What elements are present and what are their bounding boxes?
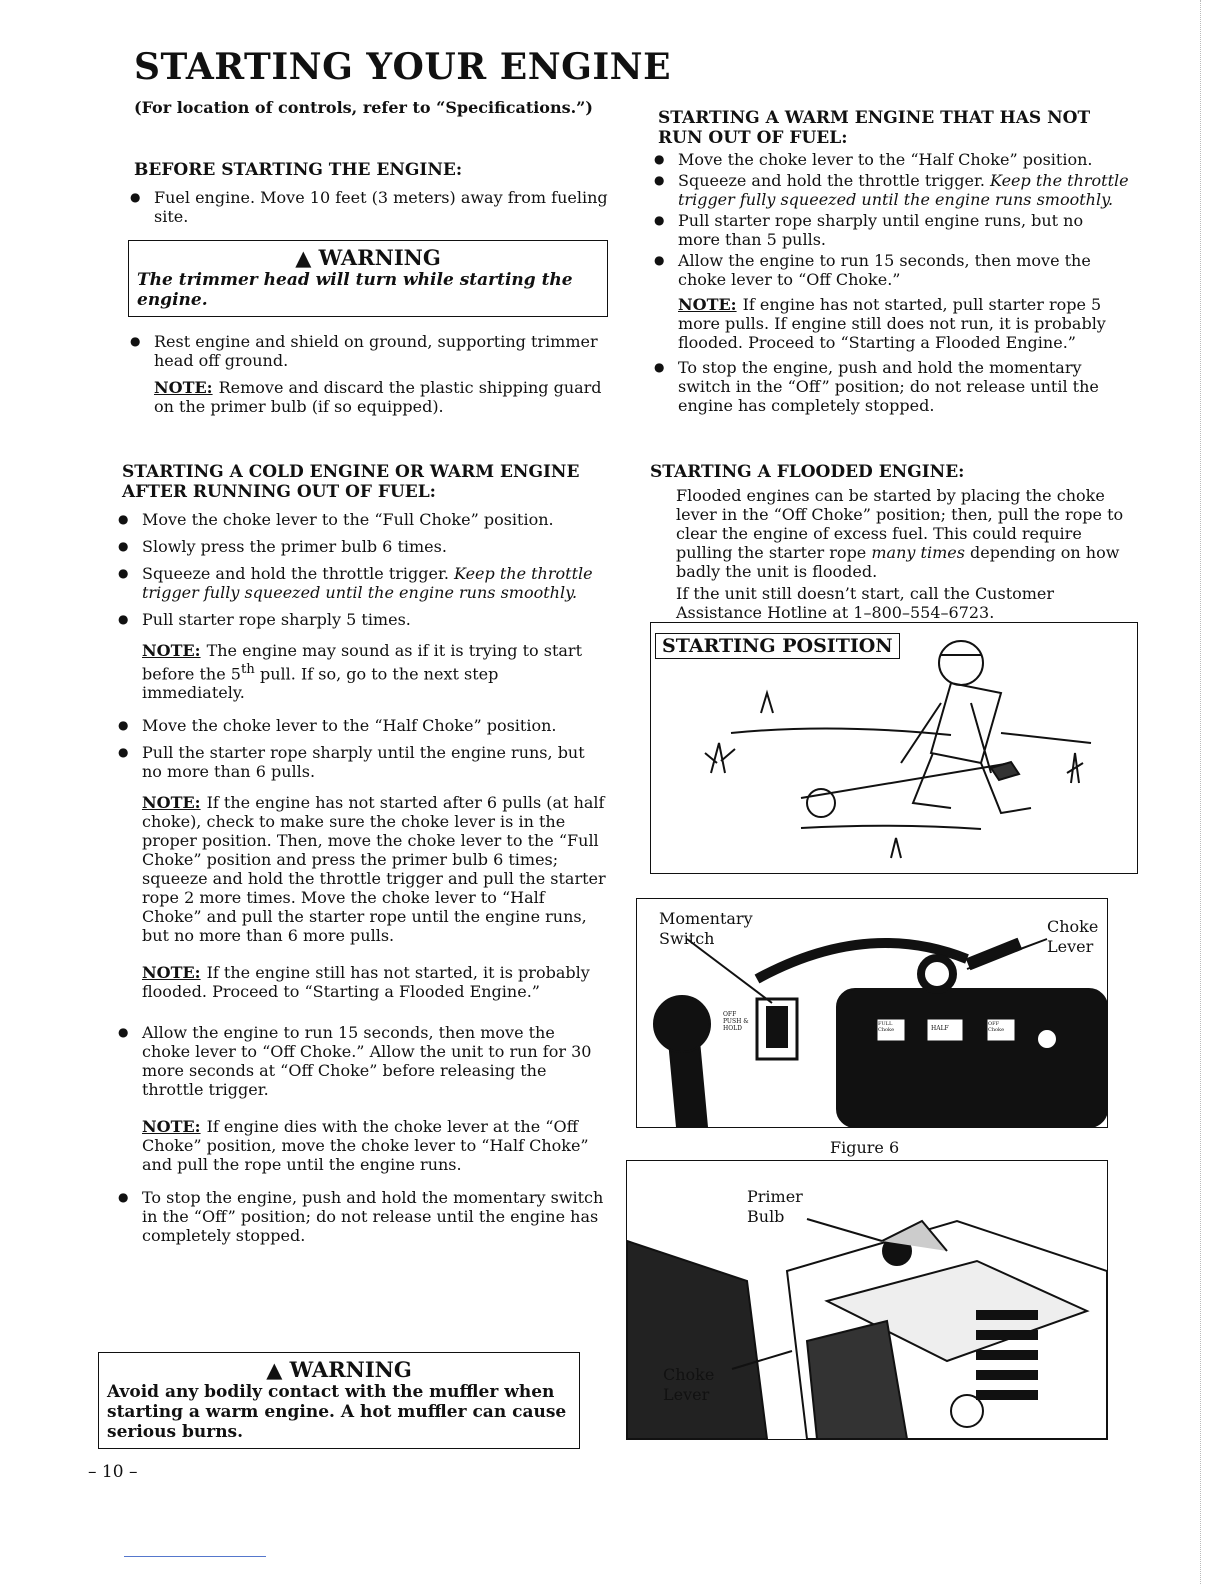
choke-label: Choke: [1047, 917, 1099, 936]
primer-bulb-figure: [626, 1160, 1108, 1440]
figure-6-caption: Figure 6: [830, 1138, 900, 1157]
off-choke-tag: OFF Choke: [988, 1021, 1005, 1033]
note: NOTE: If the engine still has not started, it is probably flooded. Proceed to “Starting a Flooded Engine.”: [142, 963, 590, 1002]
flooded-heading: STARTING A FLOODED ENGINE:: [650, 462, 965, 482]
list-item: ● Slowly press the primer bulb 6 times.: [118, 537, 606, 556]
before-list: [130, 188, 608, 234]
list-item: ● Fuel engine. Move 10 feet (3 meters) away from fueling site.: [130, 188, 608, 226]
cold-engine-heading: STARTING A COLD ENGINE OR WARM ENGINE AFTER RUNNING OUT OF FUEL:: [122, 462, 580, 502]
rest-list: [130, 332, 608, 378]
full-choke-tag: FULL Choke: [878, 1021, 895, 1033]
primer-label: Primer: [747, 1187, 803, 1206]
trimmer-operator-illustration: [651, 623, 1137, 873]
page-title: STARTING YOUR ENGINE: [134, 46, 672, 88]
list-item: ● Rest engine and shield on ground, supporting trimmer head off ground.: [130, 332, 608, 370]
list-item: ● Pull the starter rope sharply until the engine runs, but no more than 6 pulls.: [118, 743, 606, 781]
warm-engine-heading: STARTING A WARM ENGINE THAT HAS NOT RUN OUT OF FUEL:: [658, 108, 1091, 148]
warning-body: The trimmer head will turn while starting the engine.: [137, 270, 573, 310]
scan-right-edge: [1200, 0, 1202, 1584]
list-item: ● Pull starter rope sharply until engine runs, but no more than 5 pulls.: [654, 211, 1130, 249]
warning-box-trimmer: [128, 240, 608, 317]
choke-label: Choke: [663, 1365, 715, 1384]
list-item: ● Allow the engine to run 15 seconds, then move the choke lever to “Off Choke.” Allow the unit to run for 30 more seconds at “Off Choke” before releasing the throttle trigger.: [118, 1023, 606, 1099]
list-item: ● Pull starter rope sharply 5 times.: [118, 610, 606, 629]
list-item: ● Squeeze and hold the throttle trigger. Keep the throttle trigger fully squeezed until the engine runs smoothly.: [654, 171, 1130, 209]
list-item: ● Allow the engine to run 15 seconds, then move the choke lever to “Off Choke.”: [654, 251, 1130, 289]
lever-label: Lever: [1047, 937, 1094, 956]
starting-position-figure: [650, 622, 1138, 874]
list-item: ● To stop the engine, push and hold the momentary switch in the “Off” position; do not release until the engine has completely stopped.: [118, 1188, 606, 1245]
hotline-paragraph: If the unit still doesn’t start, call the Customer Assistance Hotline at 1–800–554–6723.: [676, 584, 1055, 622]
before-heading: BEFORE STARTING THE ENGINE:: [134, 160, 463, 180]
figure-6-controls: [636, 898, 1108, 1128]
switch-tags: OFF PUSH & HOLD: [723, 1011, 749, 1032]
figure-label: STARTING POSITION: [655, 633, 900, 659]
cold-engine-steps: [118, 510, 606, 1253]
page-number: – 10 –: [88, 1462, 138, 1482]
list-item: ● To stop the engine, push and hold the momentary switch in the “Off” position; do not release until the engine has completely stopped.: [654, 358, 1130, 415]
note: NOTE: If the engine has not started after 6 pulls (at half choke), check to make sure the choke lever is in the proper position. Then, move the choke lever to the “Full Choke” position and press the primer bulb 6 times; squeeze and hold the throttle trigger and pull the starter rope 2 more times. Move the choke lever to “Half Choke” and pull the starter rope until the engine runs, but no more than 6 more pulls.: [142, 793, 606, 946]
bulb-label: Bulb: [747, 1207, 785, 1226]
list-item: ● Squeeze and hold the throttle trigger. Keep the throttle trigger fully squeezed until the engine runs smoothly.: [118, 564, 606, 602]
lever-label: Lever: [663, 1385, 710, 1404]
flooded-paragraph: Flooded engines can be started by placing the choke lever in the “Off Choke” position; then, pull the rope to clear the engine of excess fuel. This could require pulling the starter rope many times depending on how badly the unit is flooded.: [676, 486, 1124, 581]
warning-triangle-icon: ▲: [295, 245, 312, 270]
note: NOTE: If engine has not started, pull starter rope 5 more pulls. If engine still does not run, it is probably flooded. Proceed to “Starting a Flooded Engine.”: [678, 295, 1106, 352]
warning-title: ▲ WARNING: [295, 245, 441, 270]
list-item: ● Move the choke lever to the “Half Choke” position.: [118, 716, 606, 735]
note: NOTE: The engine may sound as if it is trying to start before the 5th pull. If so, go to the next step immediately.: [142, 641, 582, 703]
warning-triangle-icon: ▲: [266, 1357, 283, 1382]
warning-title: ▲ WARNING: [266, 1357, 412, 1382]
half-choke-tag: HALF: [931, 1025, 949, 1032]
list-item: ● Move the choke lever to the “Full Choke” position.: [118, 510, 606, 529]
scan-blue-line: [124, 1556, 266, 1557]
page-subtitle: (For location of controls, refer to “Specifications.”): [134, 98, 593, 117]
note-shipping-guard: NOTE: Remove and discard the plastic shipping guard on the primer bulb (if so equipped).: [154, 378, 602, 416]
warning-box-muffler: [98, 1352, 580, 1449]
list-item: ● Move the choke lever to the “Half Choke” position.: [654, 150, 1130, 169]
warm-engine-steps: [654, 150, 1130, 423]
warning-body: Avoid any bodily contact with the muffler when starting a warm engine. A hot muffler can cause serious burns.: [107, 1382, 567, 1442]
switch-label: Switch: [659, 929, 715, 948]
note: NOTE: If engine dies with the choke lever at the “Off Choke” position, move the choke lever to “Half Choke” and pull the rope until the engine runs.: [142, 1117, 589, 1175]
momentary-label: Momentary: [659, 909, 753, 928]
